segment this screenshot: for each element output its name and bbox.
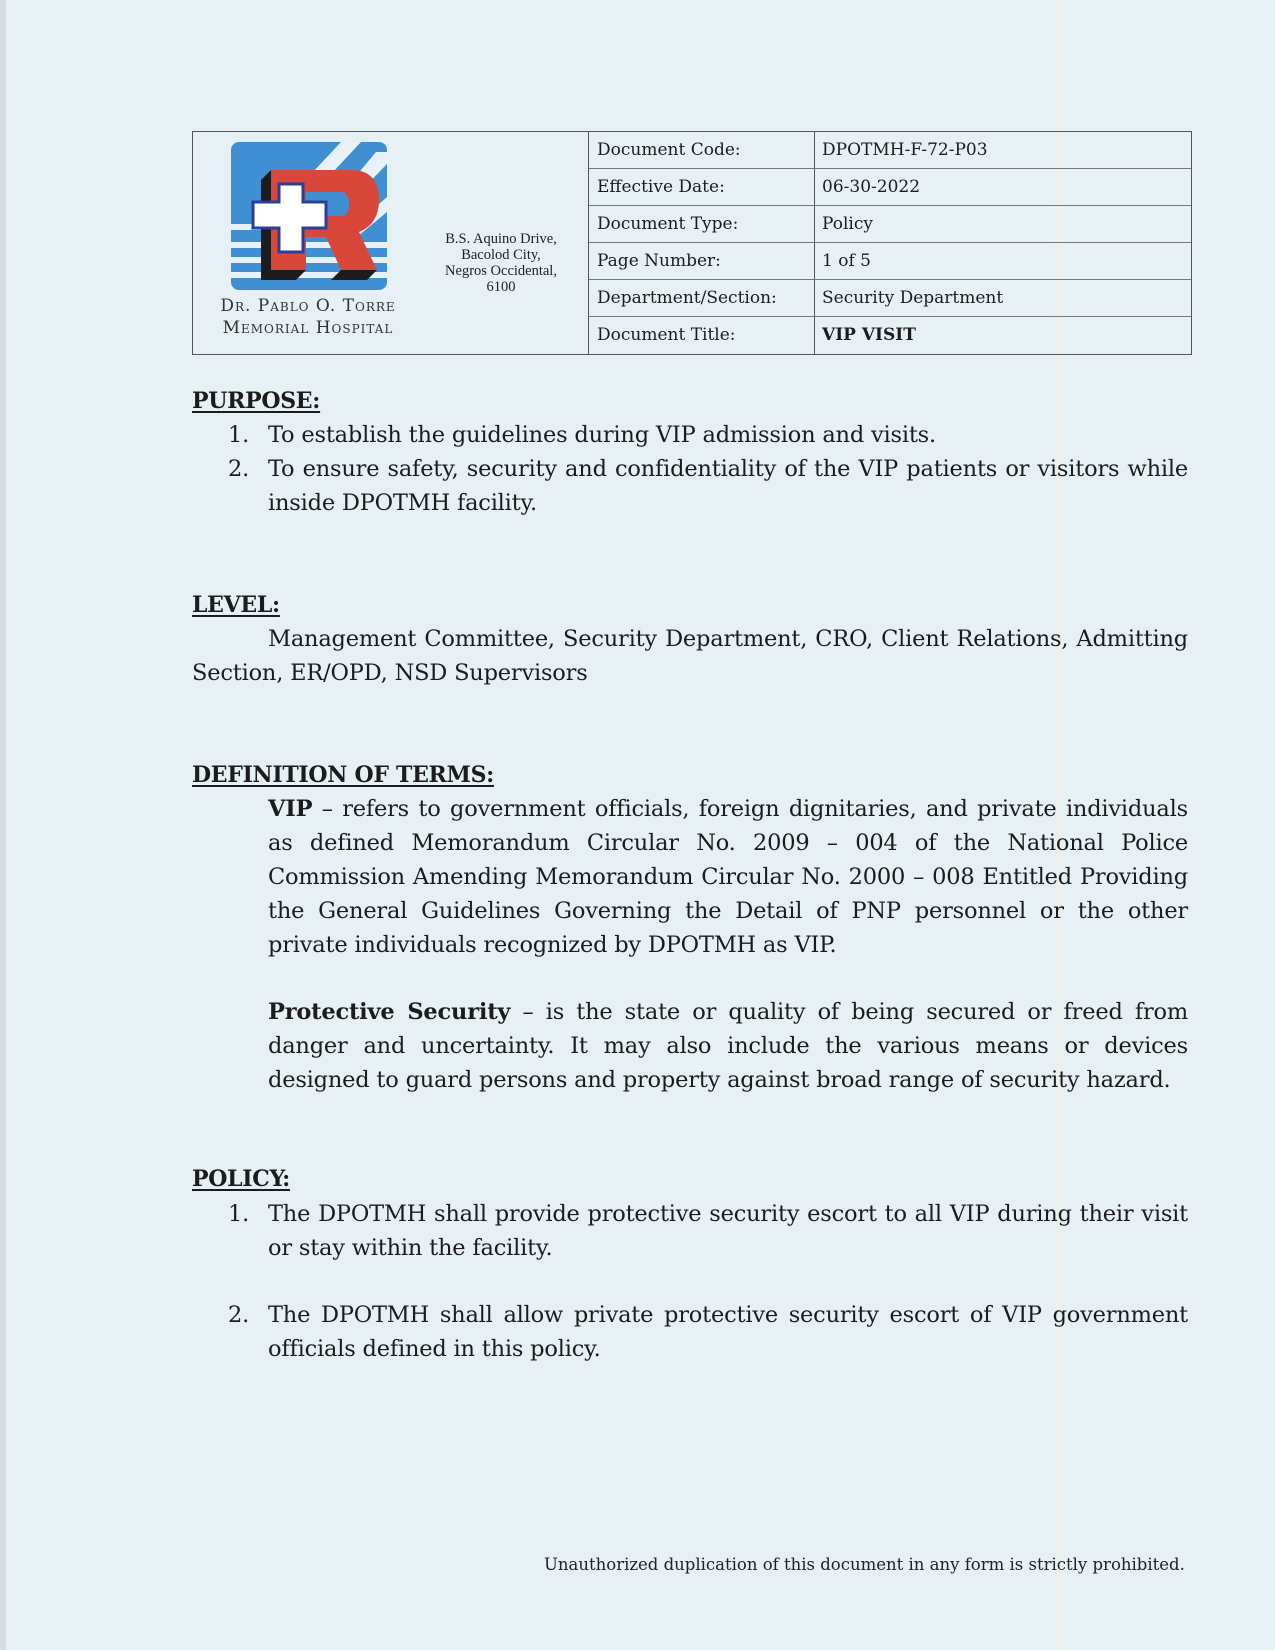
policy-item: 1. The DPOTMH shall provide protective security escort to all VIP during their visit or stay within the facility.: [228, 1201, 1188, 1261]
meta-row-document-type: Document Type: Policy: [589, 206, 1191, 243]
purpose-item: 2. To ensure safety, security and confidentiality of the VIP patients or visitors while inside DPOTMH facility.: [228, 456, 1188, 516]
hospital-identity: [193, 132, 588, 354]
hospital-logo-icon: [231, 142, 387, 294]
meta-row-document-code: Document Code: DPOTMH-F-72-P03: [589, 132, 1191, 169]
policy-item: 2. The DPOTMH shall allow private protective security escort of VIP government officials defined in this policy.: [228, 1302, 1188, 1362]
purpose-item: 1. To establish the guidelines during VIP admission and visits.: [228, 422, 936, 448]
definition-vip: VIP – refers to government officials, foreign dignitaries, and private individuals as defined Memorandum Circular No. 2009 – 004 of the National Police Commission Amending Memorandum Circular No. 2000 – 008 Entitled Providing the General Guidelines Governing the Detail of PNP personnel or the other private individuals recognized by DPOTMH as VIP.: [268, 796, 1188, 958]
policy-heading: POLICY:: [192, 1166, 290, 1192]
document-metadata: [588, 132, 1191, 354]
meta-row-department: Department/Section: Security Department: [589, 280, 1191, 317]
level-heading: LEVEL:: [192, 592, 280, 618]
meta-row-page-number: Page Number: 1 of 5: [589, 243, 1191, 280]
definition-protective-security: Protective Security – is the state or quality of being secured or freed from danger and uncertainty. It may also include the various means or devices designed to guard persons and property against broad range of security hazard.: [268, 999, 1188, 1093]
document-header-table: [192, 131, 1192, 355]
level-text: Management Committee, Security Department, CRO, Client Relations, Admitting Section, ER/OPD, NSD Supervisors: [192, 626, 1188, 686]
hospital-address: B.S. Aquino Drive, Bacolod City, Negros Occidental, 6100: [445, 231, 557, 295]
hospital-name: Dr. Pablo O. Torre Memorial Hospital: [220, 296, 396, 338]
meta-row-document-title: Document Title: VIP VISIT: [597, 325, 916, 345]
meta-row-effective-date: Effective Date: 06-30-2022: [589, 169, 1191, 206]
purpose-heading: PURPOSE:: [192, 388, 321, 414]
footer-notice: Unauthorized duplication of this document in any form is strictly prohibited.: [544, 1555, 1185, 1574]
definitions-heading: DEFINITION OF TERMS:: [192, 762, 494, 788]
